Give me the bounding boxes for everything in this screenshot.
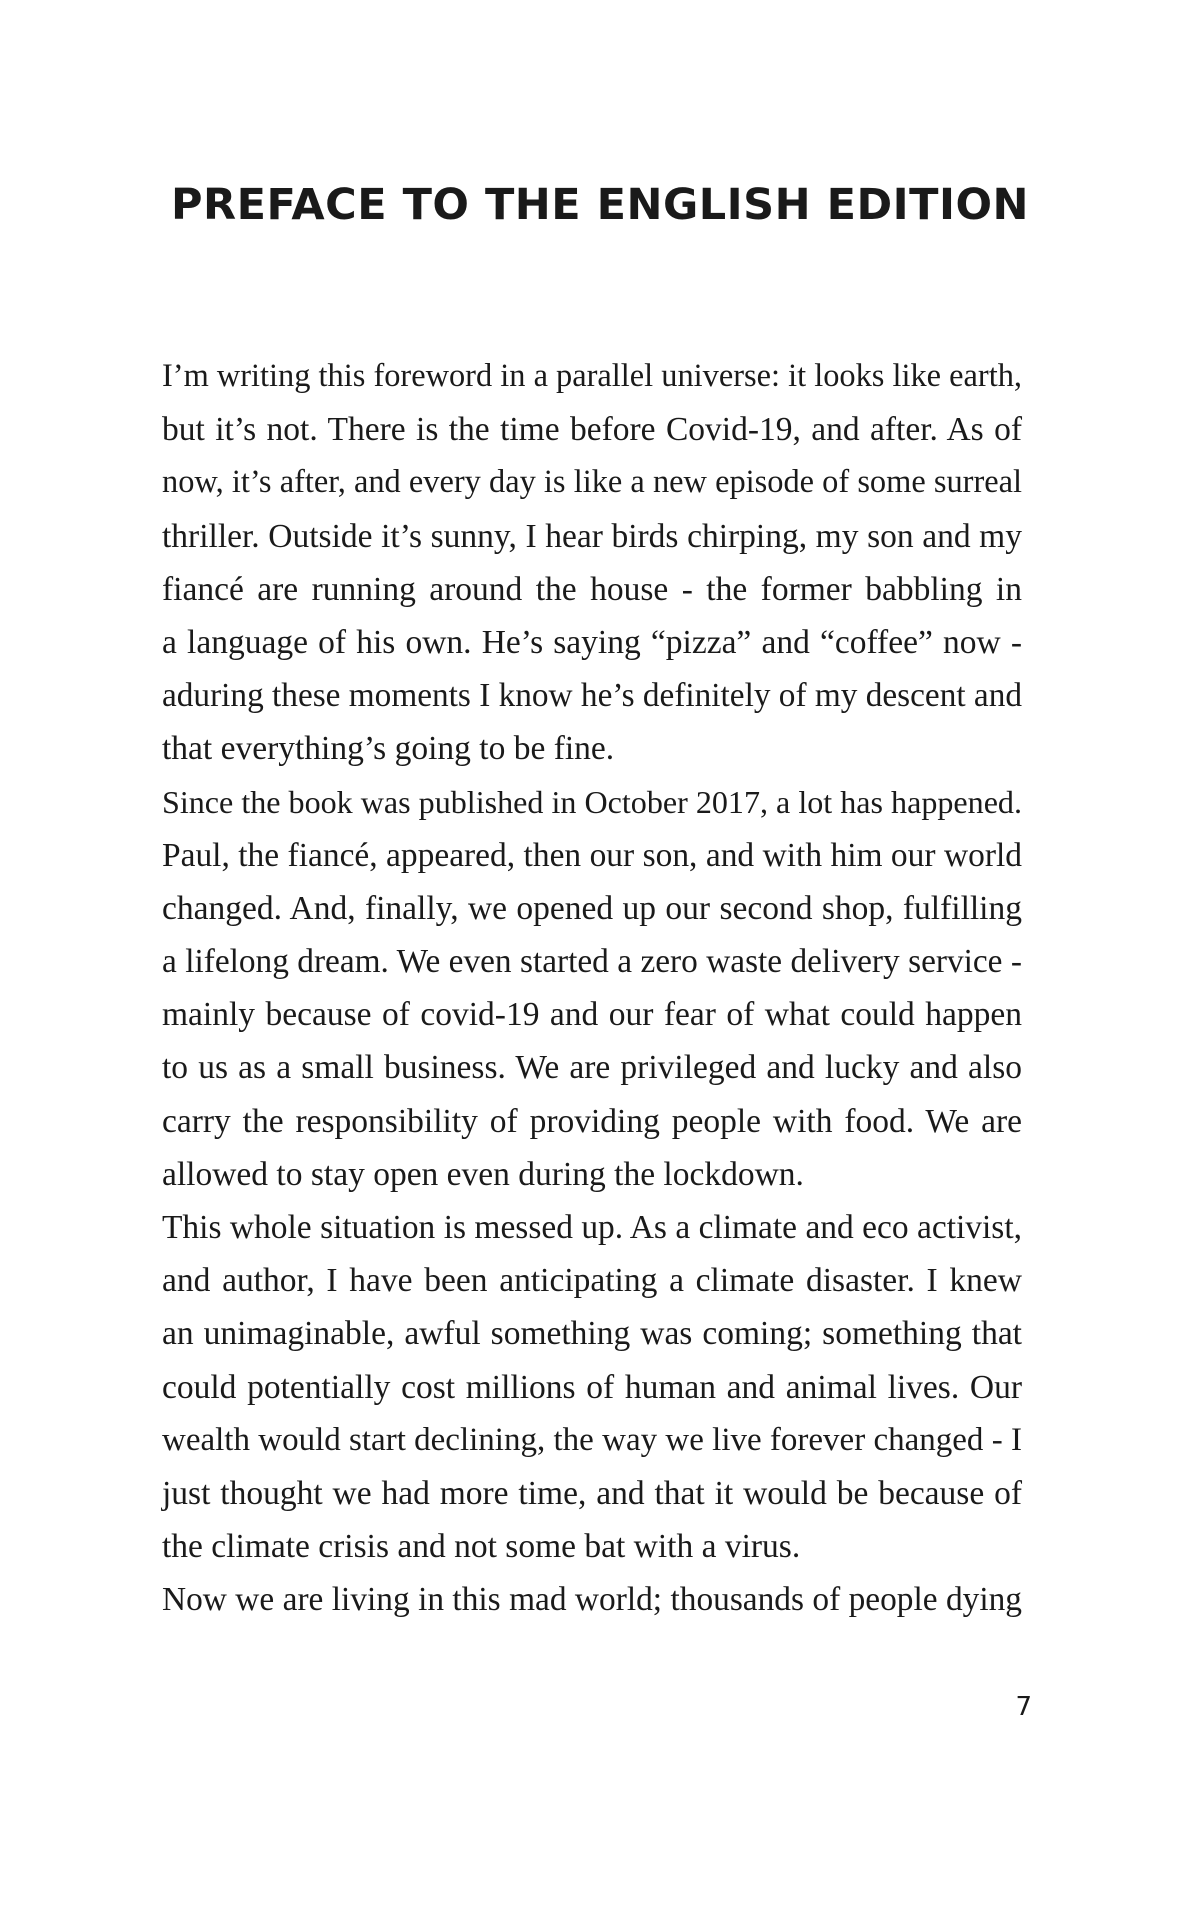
text-line: Paul, the fiancé, appeared, then our son, and with him our world xyxy=(162,836,1022,874)
text-line: mainly because of covid-19 and our fear of what could happen xyxy=(162,996,1022,1034)
text-line: thriller. Outside it’s sunny, I hear birds chirping, my son and my xyxy=(162,517,1022,555)
text-line: now, it’s after, and every day is like a new episode of some surreal xyxy=(162,464,1022,501)
paragraph-last-line: the climate crisis and not some bat with a virus. xyxy=(162,1528,801,1566)
text-line: and author, I have been anticipating a climate disaster. I knew xyxy=(162,1262,1022,1300)
paragraph-last-line: that everything’s going to be fine. xyxy=(162,730,615,768)
body-text xyxy=(162,350,1022,1627)
paragraph-last-line: allowed to stay open even during the lockdown. xyxy=(162,1155,804,1193)
text-line: an unimaginable, awful something was coming; something that xyxy=(162,1315,1022,1353)
text-line: Now we are living in this mad world; thousands of people dying xyxy=(162,1581,1022,1619)
text-line: just thought we had more time, and that it would be because of xyxy=(162,1474,1022,1512)
text-line: carry the responsibility of providing people with food. We are xyxy=(162,1102,1022,1140)
text-line: a lifelong dream. We even started a zero waste delivery service - xyxy=(162,943,1022,981)
text-line: wealth would start declining, the way we live forever changed - I xyxy=(162,1421,1022,1458)
text-line: Since the book was published in October 2017, a lot has happened. xyxy=(162,783,1022,820)
text-line: changed. And, finally, we opened up our second shop, fulfilling xyxy=(162,889,1022,927)
text-line: aduring these moments I know he’s definitely of my descent and xyxy=(162,677,1022,715)
text-line: This whole situation is messed up. As a climate and eco activist, xyxy=(162,1209,1022,1246)
text-line: fiancé are running around the house - the former babbling in xyxy=(162,570,1022,608)
text-line: to us as a small business. We are privileged and lucky and also xyxy=(162,1049,1022,1087)
text-line: but it’s not. There is the time before Covid-19, and after. As of xyxy=(162,411,1022,449)
text-line: I’m writing this foreword in a parallel universe: it looks like earth, xyxy=(162,358,1022,394)
text-line: could potentially cost millions of human and animal lives. Our xyxy=(162,1368,1022,1406)
text-line: a language of his own. He’s saying “pizza” and “coffee” now - xyxy=(162,623,1022,661)
chapter-title: PREFACE TO THE ENGLISH EDITION xyxy=(170,180,1030,230)
page-number: 7 xyxy=(1015,1692,1032,1722)
